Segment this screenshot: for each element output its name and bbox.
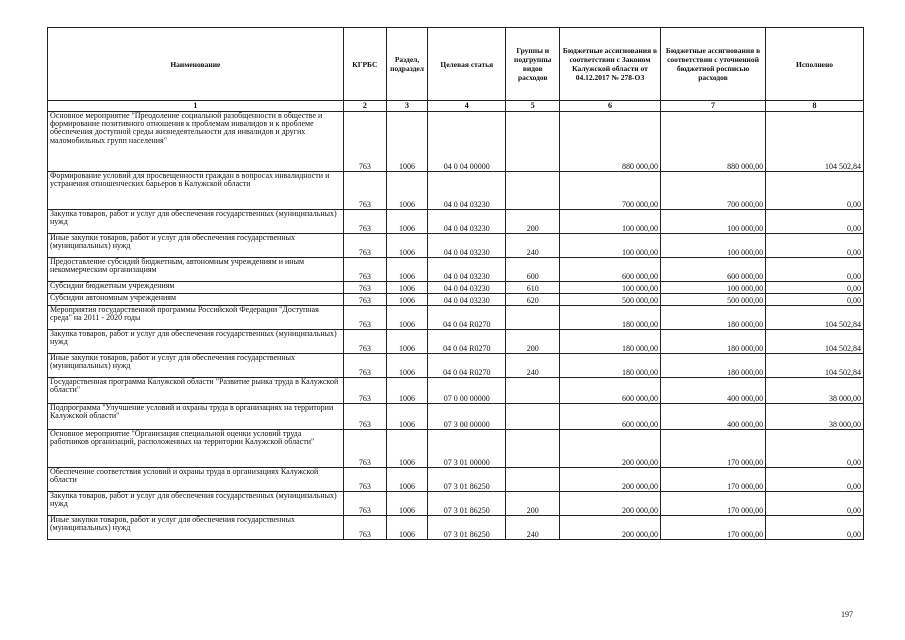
row-group (506, 468, 560, 492)
row-kgrbs: 763 (343, 172, 386, 210)
column-number: 7 (660, 101, 765, 112)
row-executed-amount: 38 000,00 (766, 378, 864, 404)
column-number: 8 (766, 101, 864, 112)
row-name: Иные закупки товаров, работ и услуг для обеспечения государственных (муниципальных) нужд (48, 354, 344, 378)
row-refined-amount: 100 000,00 (660, 234, 765, 258)
row-group: 610 (506, 282, 560, 294)
row-refined-amount: 170 000,00 (660, 468, 765, 492)
row-law-amount: 180 000,00 (560, 354, 661, 378)
row-section: 1006 (386, 492, 427, 516)
header-groups: Группы и подгруппы видов расходов (506, 28, 560, 101)
row-name: Иные закупки товаров, работ и услуг для обеспечения государственных (муниципальных) нужд (48, 234, 344, 258)
header-row (48, 28, 864, 101)
row-law-amount: 180 000,00 (560, 306, 661, 330)
column-number: 1 (48, 101, 344, 112)
header-refined: Бюджетные ассигнования в соответствии с уточненной бюджетной росписью расходов (660, 28, 765, 101)
row-kgrbs: 763 (343, 282, 386, 294)
row-section: 1006 (386, 172, 427, 210)
row-refined-amount: 170 000,00 (660, 430, 765, 468)
table-row (48, 354, 864, 378)
row-target: 07 3 01 86250 (428, 468, 506, 492)
row-section: 1006 (386, 294, 427, 306)
table-row (48, 492, 864, 516)
row-name: Обеспечение соответствия условий и охраны труда в организациях Калужской области (48, 468, 344, 492)
table-row (48, 468, 864, 492)
row-kgrbs: 763 (343, 430, 386, 468)
row-law-amount: 600 000,00 (560, 404, 661, 430)
row-refined-amount: 170 000,00 (660, 516, 765, 540)
row-group (506, 112, 560, 172)
row-refined-amount: 170 000,00 (660, 492, 765, 516)
table-row (48, 516, 864, 540)
row-refined-amount: 400 000,00 (660, 378, 765, 404)
row-name: Формирование условий для просвещенности граждан в вопросах инвалидности и устранения отношенческих барьеров в Калужской области (48, 172, 344, 210)
row-law-amount: 180 000,00 (560, 330, 661, 354)
table-row (48, 330, 864, 354)
row-law-amount: 600 000,00 (560, 378, 661, 404)
row-target: 04 0 04 03230 (428, 172, 506, 210)
row-law-amount: 500 000,00 (560, 294, 661, 306)
row-section: 1006 (386, 468, 427, 492)
row-executed-amount: 104 502,84 (766, 354, 864, 378)
row-target: 04 0 04 03230 (428, 234, 506, 258)
row-name: Иные закупки товаров, работ и услуг для обеспечения государственных (муниципальных) нужд (48, 516, 344, 540)
row-kgrbs: 763 (343, 210, 386, 234)
row-refined-amount: 180 000,00 (660, 306, 765, 330)
row-refined-amount: 180 000,00 (660, 354, 765, 378)
row-target: 04 0 04 03230 (428, 258, 506, 282)
row-section: 1006 (386, 306, 427, 330)
row-kgrbs: 763 (343, 294, 386, 306)
row-executed-amount: 0,00 (766, 430, 864, 468)
row-section: 1006 (386, 430, 427, 468)
row-executed-amount: 0,00 (766, 258, 864, 282)
row-kgrbs: 763 (343, 404, 386, 430)
row-group: 200 (506, 330, 560, 354)
row-refined-amount: 600 000,00 (660, 258, 765, 282)
table-row (48, 112, 864, 172)
row-executed-amount: 38 000,00 (766, 404, 864, 430)
column-number-row (48, 101, 864, 112)
row-executed-amount: 104 502,84 (766, 112, 864, 172)
row-group (506, 404, 560, 430)
column-number: 5 (506, 101, 560, 112)
row-group: 240 (506, 516, 560, 540)
page-number: 197 (841, 610, 853, 619)
budget-document (47, 27, 864, 540)
row-name: Закупка товаров, работ и услуг для обеспечения государственных (муниципальных) нужд (48, 210, 344, 234)
row-group (506, 378, 560, 404)
header-kgrbs: КГРБС (343, 28, 386, 101)
table-row (48, 172, 864, 210)
row-target: 04 0 04 R0270 (428, 354, 506, 378)
row-section: 1006 (386, 378, 427, 404)
row-target: 07 3 01 86250 (428, 492, 506, 516)
header-target: Целевая статья (428, 28, 506, 101)
row-law-amount: 880 000,00 (560, 112, 661, 172)
row-law-amount: 700 000,00 (560, 172, 661, 210)
table-row (48, 258, 864, 282)
row-name: Мероприятия государственной программы Российской Федерации "Доступная среда" на 2011 - 2020 годы (48, 306, 344, 330)
row-law-amount: 200 000,00 (560, 430, 661, 468)
row-executed-amount: 0,00 (766, 468, 864, 492)
column-number: 2 (343, 101, 386, 112)
table-row (48, 404, 864, 430)
row-kgrbs: 763 (343, 492, 386, 516)
table-row (48, 282, 864, 294)
row-kgrbs: 763 (343, 112, 386, 172)
row-group: 240 (506, 354, 560, 378)
column-number: 6 (560, 101, 661, 112)
row-target: 07 3 01 86250 (428, 516, 506, 540)
row-law-amount: 200 000,00 (560, 492, 661, 516)
row-target: 04 0 04 R0270 (428, 330, 506, 354)
row-refined-amount: 400 000,00 (660, 404, 765, 430)
row-name: Государственная программа Калужской области "Развитие рынка труда в Калужской области" (48, 378, 344, 404)
row-refined-amount: 100 000,00 (660, 210, 765, 234)
row-kgrbs: 763 (343, 516, 386, 540)
row-section: 1006 (386, 234, 427, 258)
row-group: 240 (506, 234, 560, 258)
row-target: 04 0 04 00000 (428, 112, 506, 172)
row-kgrbs: 763 (343, 378, 386, 404)
row-section: 1006 (386, 516, 427, 540)
row-section: 1006 (386, 282, 427, 294)
row-target: 04 0 04 R0270 (428, 306, 506, 330)
row-executed-amount: 0,00 (766, 492, 864, 516)
table-body (48, 112, 864, 540)
row-group: 600 (506, 258, 560, 282)
row-group (506, 430, 560, 468)
row-kgrbs: 763 (343, 354, 386, 378)
row-group (506, 306, 560, 330)
row-law-amount: 100 000,00 (560, 234, 661, 258)
row-law-amount: 200 000,00 (560, 516, 661, 540)
row-executed-amount: 0,00 (766, 234, 864, 258)
row-name: Закупка товаров, работ и услуг для обеспечения государственных (муниципальных) нужд (48, 330, 344, 354)
row-group (506, 172, 560, 210)
row-executed-amount: 104 502,84 (766, 306, 864, 330)
row-group: 620 (506, 294, 560, 306)
row-section: 1006 (386, 258, 427, 282)
row-executed-amount: 0,00 (766, 172, 864, 210)
row-target: 04 0 04 03230 (428, 210, 506, 234)
row-executed-amount: 0,00 (766, 516, 864, 540)
row-name: Основное мероприятие "Преодоление социальной разобщенности в обществе и формирование позитивного отношения к проблемам инвалидов и к проблеме обеспечения доступной среды жизнедеятельности для инвалидов и других маломобильных групп населения" (48, 112, 344, 172)
row-refined-amount: 700 000,00 (660, 172, 765, 210)
column-number: 3 (386, 101, 427, 112)
row-group: 200 (506, 210, 560, 234)
table-row (48, 210, 864, 234)
column-number: 4 (428, 101, 506, 112)
row-kgrbs: 763 (343, 306, 386, 330)
row-section: 1006 (386, 330, 427, 354)
row-section: 1006 (386, 354, 427, 378)
row-refined-amount: 880 000,00 (660, 112, 765, 172)
row-name: Подпрограмма "Улучшение условий и охраны труда в организациях на территории Калужской области" (48, 404, 344, 430)
row-law-amount: 100 000,00 (560, 210, 661, 234)
row-name: Субсидии автономным учреждениям (48, 294, 344, 306)
header-law: Бюджетные ассигнования в соответствии с Законом Калужской области от 04.12.2017 № 278-ОЗ (560, 28, 661, 101)
table-row (48, 294, 864, 306)
row-executed-amount: 104 502,84 (766, 330, 864, 354)
row-target: 07 3 01 00000 (428, 430, 506, 468)
row-law-amount: 200 000,00 (560, 468, 661, 492)
row-target: 07 3 00 00000 (428, 404, 506, 430)
row-law-amount: 600 000,00 (560, 258, 661, 282)
header-name: Наименование (48, 28, 344, 101)
row-group: 200 (506, 492, 560, 516)
table-row (48, 378, 864, 404)
table-row (48, 306, 864, 330)
row-name: Основное мероприятие "Организация специальной оценки условий труда работников организаций, расположенных на территории Калужской области" (48, 430, 344, 468)
row-executed-amount: 0,00 (766, 210, 864, 234)
row-executed-amount: 0,00 (766, 282, 864, 294)
row-kgrbs: 763 (343, 468, 386, 492)
row-kgrbs: 763 (343, 234, 386, 258)
row-section: 1006 (386, 112, 427, 172)
row-name: Предоставление субсидий бюджетным, автономным учреждениям и иным некоммерческим организациям (48, 258, 344, 282)
row-executed-amount: 0,00 (766, 294, 864, 306)
row-target: 04 0 04 03230 (428, 294, 506, 306)
row-target: 04 0 04 03230 (428, 282, 506, 294)
row-name: Закупка товаров, работ и услуг для обеспечения государственных (муниципальных) нужд (48, 492, 344, 516)
table-row (48, 234, 864, 258)
row-target: 07 0 00 00000 (428, 378, 506, 404)
table-row (48, 430, 864, 468)
row-law-amount: 100 000,00 (560, 282, 661, 294)
row-refined-amount: 180 000,00 (660, 330, 765, 354)
row-section: 1006 (386, 404, 427, 430)
row-section: 1006 (386, 210, 427, 234)
header-executed: Исполнено (766, 28, 864, 101)
row-name: Субсидии бюджетным учреждениям (48, 282, 344, 294)
row-kgrbs: 763 (343, 258, 386, 282)
row-refined-amount: 500 000,00 (660, 294, 765, 306)
budget-table (47, 27, 864, 540)
row-kgrbs: 763 (343, 330, 386, 354)
header-section: Раздел, подраздел (386, 28, 427, 101)
row-refined-amount: 100 000,00 (660, 282, 765, 294)
